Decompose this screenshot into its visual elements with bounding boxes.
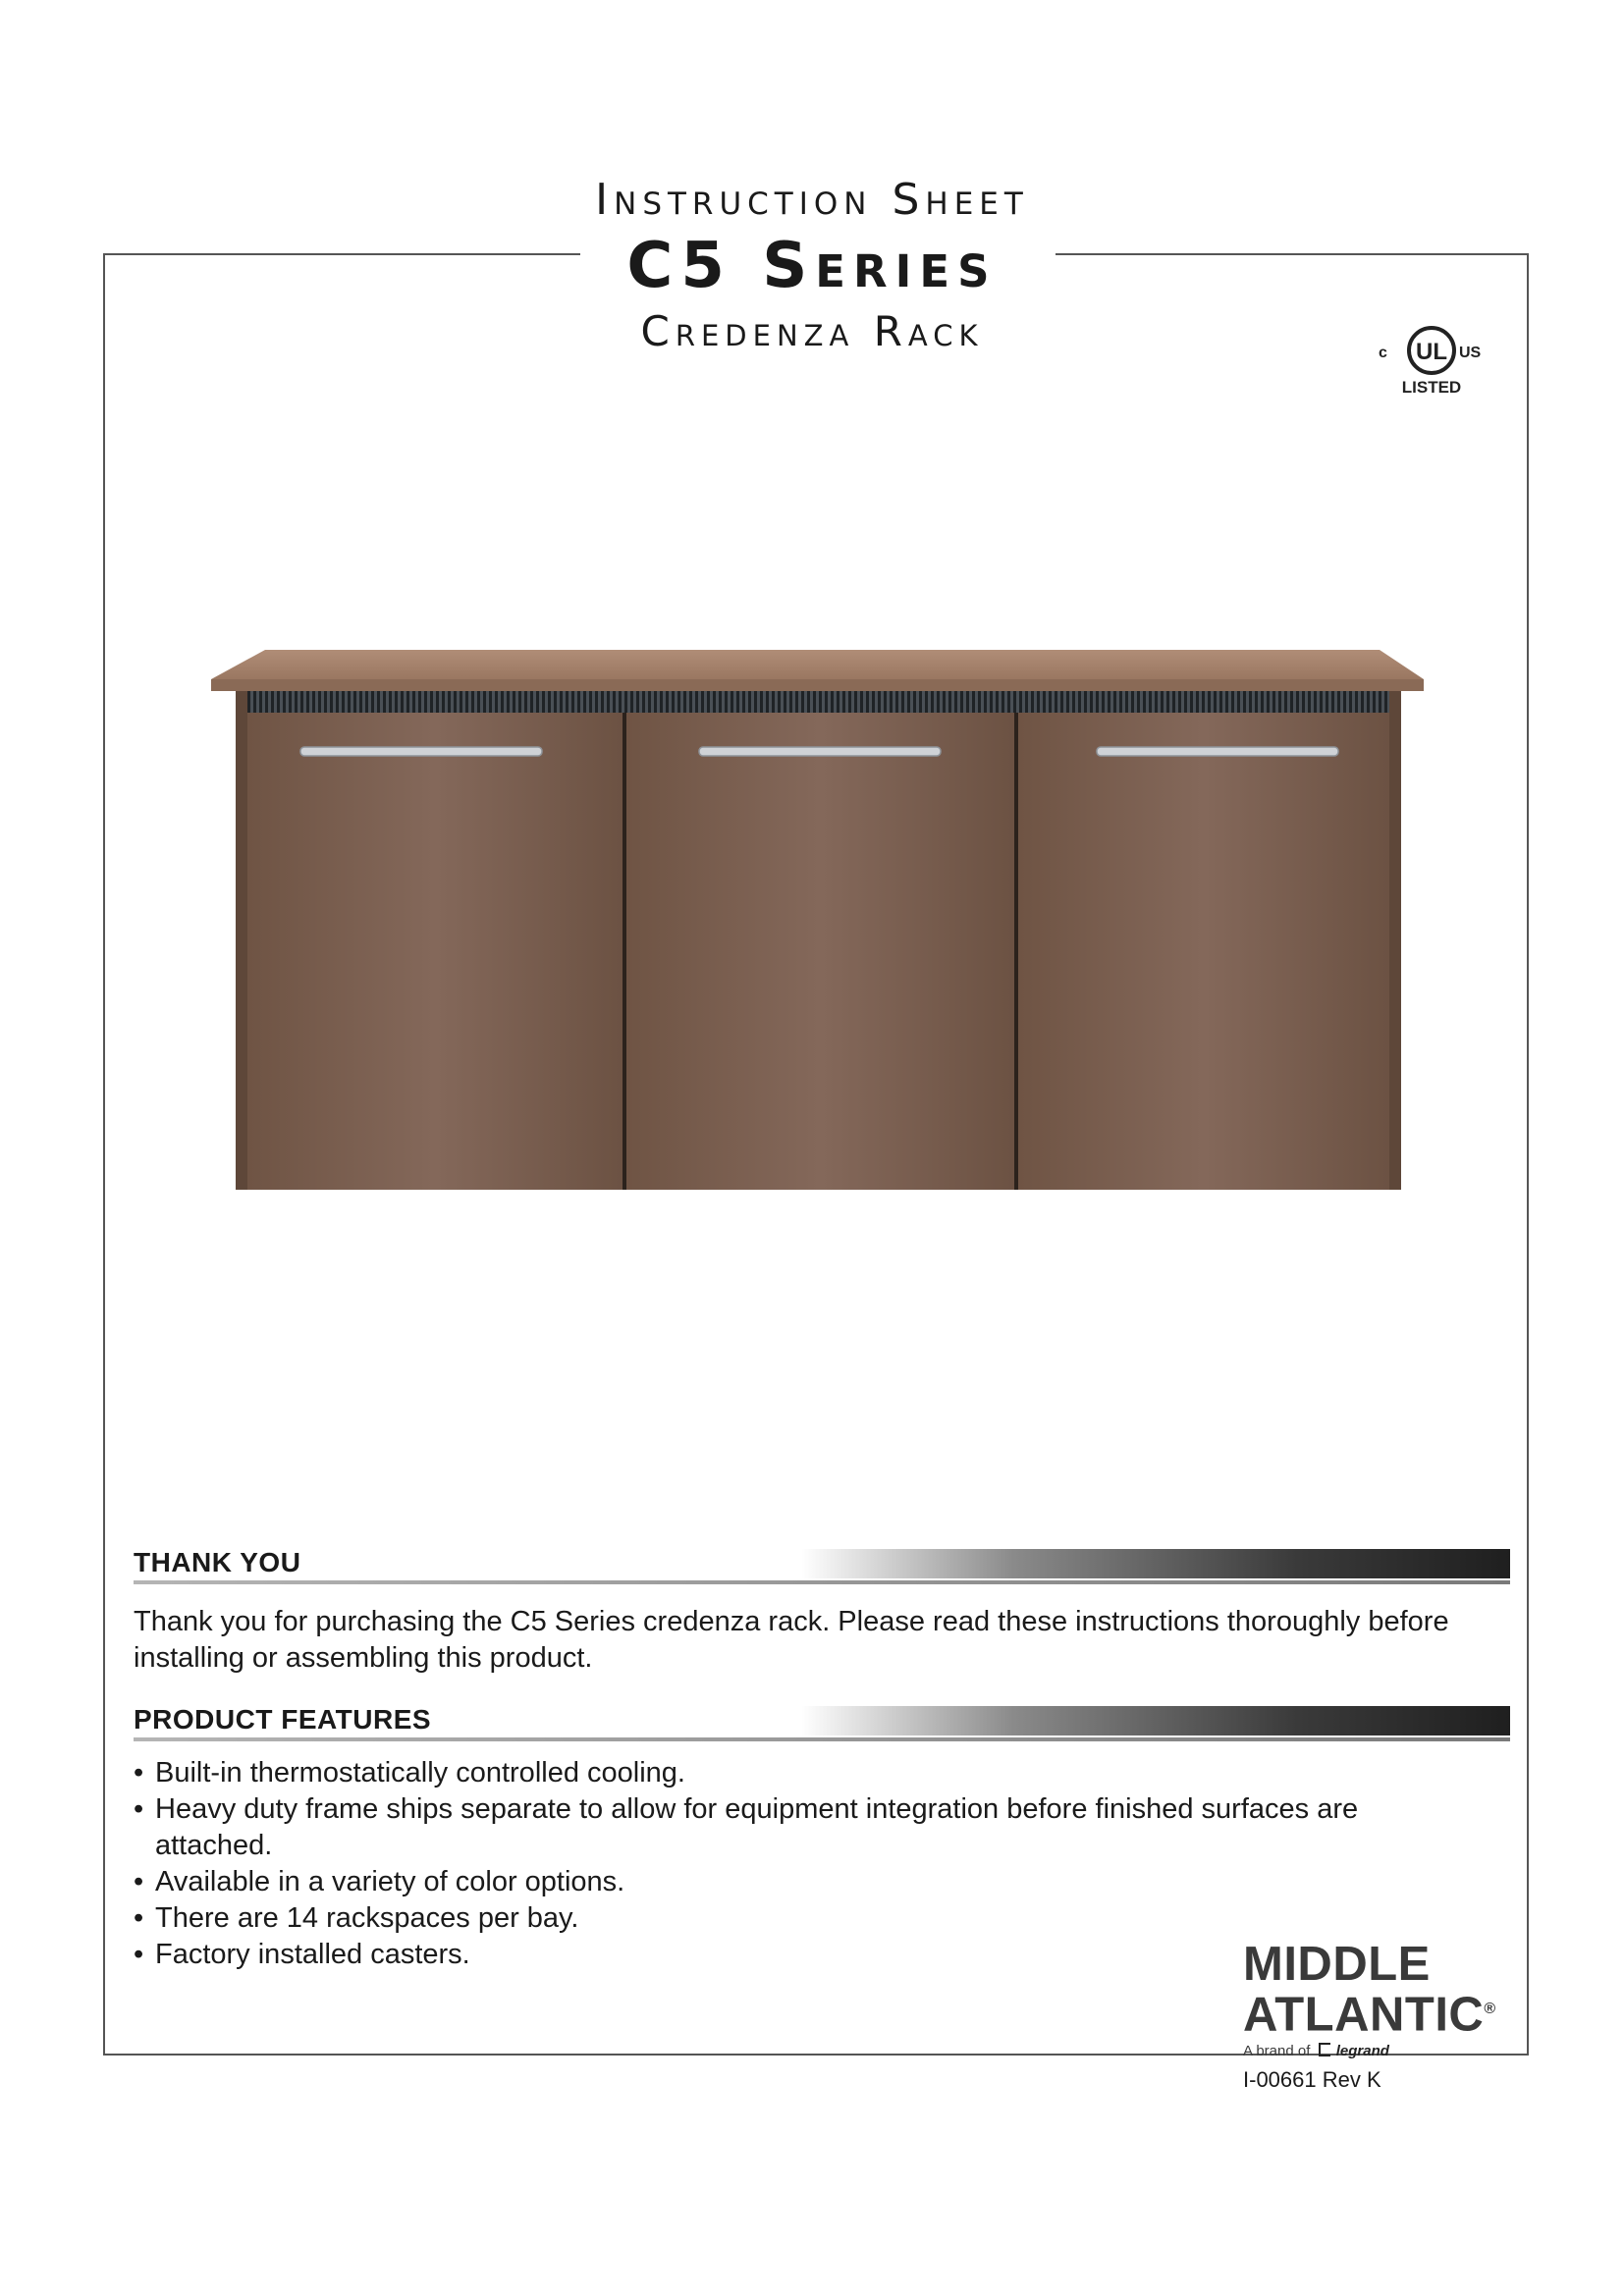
- cabinet-left-side: [236, 691, 247, 1190]
- document-revision: I-00661 Rev K: [1243, 2067, 1381, 2093]
- cabinet-door-center: [626, 713, 1014, 1190]
- ul-mark-text: UL: [1416, 339, 1447, 365]
- thank-you-heading: THANK YOU: [134, 1547, 301, 1577]
- cabinet-handle-left: [300, 747, 542, 756]
- ul-listed-icon: [1373, 320, 1498, 399]
- cabinet-top-surface: [211, 650, 1424, 679]
- brand-name-line2: ATLANTIC: [1243, 1988, 1485, 2042]
- features-section-header: [134, 1702, 1510, 1741]
- document-type-title: Instruction Sheet: [595, 175, 1029, 225]
- cabinet-vent: [247, 691, 1389, 713]
- features-list: [134, 1755, 1410, 1973]
- brand-logo: MIDDLE ATLANTIC® A brand of legrand I-00661 Rev K: [1243, 1942, 1518, 2093]
- brand-parent: legrand: [1335, 2043, 1389, 2060]
- brand-tagline: [1243, 2043, 1518, 2059]
- cabinet-top-edge: [211, 679, 1424, 691]
- brand-sub-prefix: A brand of: [1243, 2043, 1311, 2060]
- cabinet-door-right: [1018, 713, 1389, 1190]
- section-gradient-bar: [801, 1706, 1510, 1735]
- section-underline: [134, 1580, 1510, 1584]
- feature-item: • There are 14 rackspaces per bay.: [134, 1900, 1410, 1937]
- legrand-icon: [1319, 2043, 1330, 2056]
- ul-right-text: US: [1459, 345, 1482, 361]
- section-gradient-bar: [801, 1549, 1510, 1578]
- feature-item: • Factory installed casters.: [134, 1937, 1410, 1973]
- cabinet-right-side: [1389, 691, 1401, 1190]
- thank-you-section-header: [134, 1545, 1510, 1584]
- credenza-cabinet-icon: [206, 601, 1434, 1190]
- frame-top-right-rule: [1056, 253, 1529, 255]
- feature-item: • Available in a variety of color options.: [134, 1864, 1410, 1900]
- ul-listed-label: LISTED: [1401, 378, 1462, 397]
- brand-name-line1: MIDDLE: [1243, 1938, 1431, 1991]
- feature-item: • Heavy duty frame ships separate to allow for equipment integration before finished surfaces are attached.: [134, 1791, 1410, 1864]
- cabinet-handle-right: [1097, 747, 1338, 756]
- frame-top-left-rule: [103, 253, 580, 255]
- product-name-title: Credenza Rack: [640, 307, 984, 355]
- ul-left-text: c: [1379, 345, 1387, 361]
- thank-you-body: Thank you for purchasing the C5 Series credenza rack. Please read these instructions thoroughly before installing or assembling this product.: [134, 1606, 1449, 1674]
- feature-item: • Built-in thermostatically controlled cooling.: [134, 1755, 1410, 1791]
- features-heading: PRODUCT FEATURES: [134, 1704, 432, 1735]
- section-underline: [134, 1737, 1510, 1741]
- product-series-title: C5 Series: [626, 230, 998, 302]
- cabinet-handle-center: [699, 747, 941, 756]
- cabinet-door-left: [247, 713, 623, 1190]
